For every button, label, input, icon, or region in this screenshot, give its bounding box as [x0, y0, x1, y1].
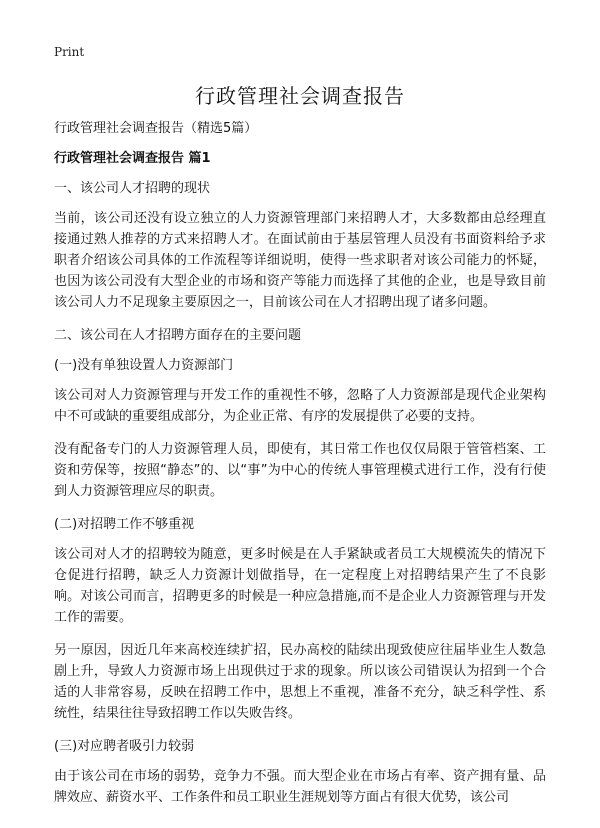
subheading-no-hr-department: (一)没有单独设置人力资源部门: [54, 358, 234, 373]
paragraph: 该公司对人才的招聘较为随意，更多时候是在人手紧缺或者员工大规模流失的情况下仓促进行招聘，缺乏人力资源计划做指导，在一定程度上对招聘结果产生了不良影响。对该公司而言，招聘更多的时候是一种应急措施,而不是企业人力资源管理与开发工作的需要。: [54, 547, 546, 625]
heading-recruitment-status: 一、该公司人才招聘的现状: [54, 181, 211, 196]
print-link[interactable]: Print: [54, 45, 85, 59]
document-subtitle: 行政管理社会调查报告（精选5篇）: [54, 121, 258, 136]
document-body: [54, 118, 546, 820]
subheading-weak-attraction: (三)对应聘者吸引力较弱: [54, 739, 195, 754]
paragraph: 另一原因，因近几年来高校连续扩招，民办高校的陆续出现致使应往届毕业生人数急剧上升，导致人力资源市场上出现供过于求的现象。所以该公司错误认为招到一个合适的人非常容易，反映在招聘工作中，思想上不重视，准备不充分，缺乏科学性、系统性，结果往往导致招聘工作以失败告终。: [54, 643, 546, 721]
subheading-recruitment-neglected: (二)对招聘工作不够重视: [54, 517, 195, 532]
paragraph: 该公司对人力资源管理与开发工作的重视性不够，忽略了人力资源部是现代企业架构中不可或缺的重要组成部分，为企业正常、有序的发展提供了必要的支持。: [54, 388, 546, 424]
paragraph: 由于该公司在市场的弱势，竞争力不强。而大型企业在市场占有率、资产拥有量、品牌效应、薪资水平、工作条件和员工职业生涯规划等方面占有很大优势，该公司: [54, 769, 546, 805]
paragraph: 没有配备专门的人力资源管理人员，即使有，其日常工作也仅仅局限于管管档案、工资和劳保等，按照“静态”的、以“事”为中心的传统人事管理模式进行工作，没有行使到人力资源管理应尽的职责。: [54, 442, 546, 499]
page-title: 行政管理社会调查报告: [195, 84, 405, 108]
heading-main-problems: 二、该公司在人才招聘方面存在的主要问题: [54, 328, 302, 343]
section-heading: 行政管理社会调查报告 篇1: [54, 151, 211, 166]
paragraph: 当前，该公司还没有设立独立的人力资源管理部门来招聘人才，大多数都由总经理直接通过熟人推荐的方式来招聘人才。在面试前由于基层管理人员没有书面资料给予求职者介绍该公司具体的工作流程等详细说明，使得一些求职者对该公司能力的怀疑，也因为该公司没有大型企业的市场和资产等能力而选择了其他的企业，也是导致目前该公司人力不足现象主要原因之一，目前该公司在人才招聘出现了诸多问题。: [54, 211, 546, 310]
